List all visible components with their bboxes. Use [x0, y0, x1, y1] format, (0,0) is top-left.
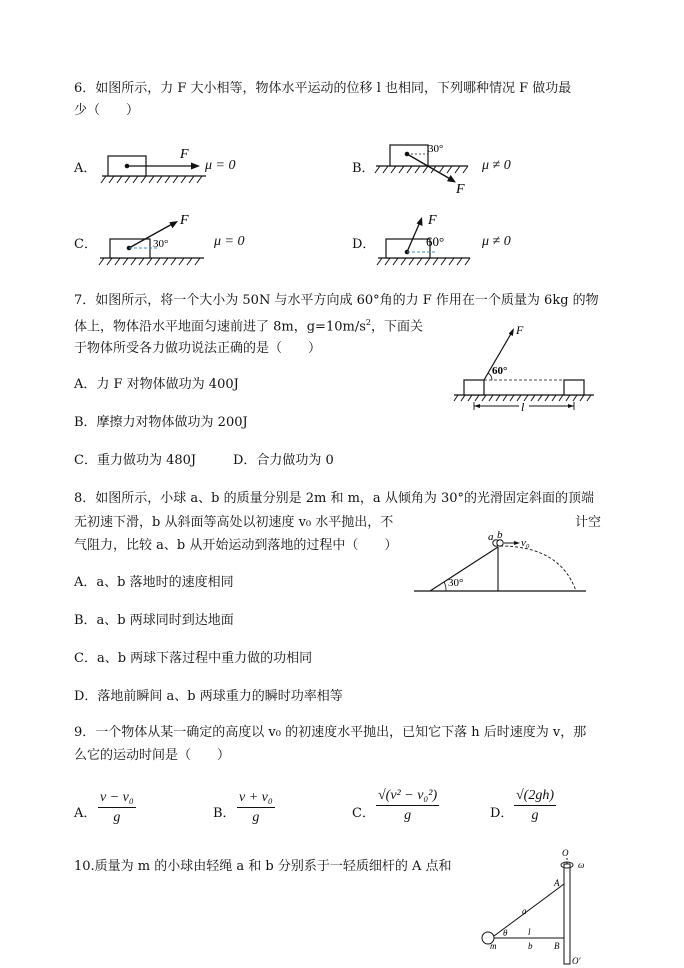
q7-option-a: A．力 F 对物体做功为 400J	[74, 377, 239, 392]
q9-option-b-fraction: $\frac{\text{v + v₀}}{g}$	[239, 790, 273, 825]
q10-figure	[470, 848, 600, 968]
q7-option-d: D．合力做功为 0	[233, 453, 334, 468]
q8-stem-line2a: 无初速下滑，b 从斜面等高处以初速度 v₀ 水平抛出，不	[74, 515, 394, 530]
q6-figure-c	[96, 212, 216, 268]
q9-option-a-label: A．	[74, 806, 97, 821]
q6-a-force-label: F	[180, 147, 189, 162]
q9-stem-line2: 么它的运动时间是（ ）	[74, 748, 231, 763]
q10-rope-a-label: a	[522, 906, 527, 916]
q10-mass-label: m	[490, 941, 497, 951]
q10-length-label: l	[528, 927, 531, 937]
q6-figure-b	[372, 138, 482, 196]
q6-stem-line1: 6．如图所示，力 F 大小相等，物体水平运动的位移 l 也相同，下列哪种情况 F 做功最	[74, 81, 572, 96]
q7-stem-line2: 体上，物体沿水平地面匀速前进了 8m，$g=10m/s^2$，下面关	[74, 318, 423, 335]
q9-option-b-label: B．	[213, 806, 236, 821]
q7-stem-line1: 7．如图所示，将一个大小为 50N 与水平方向成 60°角的力 F 作用在一个质量为 6kg 的物	[74, 293, 599, 308]
q8-figure	[410, 530, 600, 600]
q10-stem-line1: 10.质量为 m 的小球由轻绳 a 和 b 分别系于一轻质细杆的 A 点和	[74, 859, 452, 874]
q10-top-pivot-label: O	[562, 848, 569, 858]
q6-a-mu: μ = 0	[205, 158, 236, 173]
q8-stem-line2b: 计空	[575, 515, 602, 530]
q9-option-a-fraction: $\frac{\text{v − v₀}}{g}$	[100, 790, 134, 825]
q7-force-label: F	[516, 323, 524, 337]
q9-option-d-label: D．	[490, 806, 514, 821]
q6-c-mu: μ = 0	[214, 234, 245, 249]
q10-bottom-pivot-label: O′	[572, 956, 581, 966]
q10-omega-label: ω	[578, 860, 585, 870]
q8-option-b: B．a、b 两球同时到达地面	[74, 613, 234, 628]
q6-option-d-label: D．	[352, 237, 376, 252]
q6-option-a-label: A．	[74, 161, 97, 176]
q10-point-a-label: A	[554, 878, 560, 888]
q6-b-angle-label: 30°	[428, 143, 444, 155]
q8-option-c: C．a、b 两球下落过程中重力做的功相同	[74, 651, 313, 666]
q6-d-force-label: F	[428, 213, 437, 228]
q7-stem-line3: 于物体所受各力做功说法正确的是（ ）	[74, 341, 322, 356]
q10-rope-b-label: b	[528, 941, 533, 951]
q8-ball-a-label: a	[488, 531, 494, 543]
q6-b-force-label: F	[456, 182, 465, 197]
q8-stem-line3: 气阻力，比较 a、b 从开始运动到落地的过程中（ ）	[74, 538, 398, 553]
q9-stem-line1: 9．一个物体从某一确定的高度以 v₀ 的初速度水平抛出，已知它下落 h 后时速度为 v，那	[74, 725, 587, 740]
q6-c-angle-label: 30°	[153, 238, 169, 250]
q7-figure	[450, 322, 600, 414]
q6-c-force-label: F	[180, 213, 189, 228]
q6-option-b-label: B．	[352, 161, 375, 176]
q8-option-a: A．a、b 落地时的速度相同	[74, 575, 234, 590]
q10-point-b-label: B	[554, 941, 560, 951]
q8-stem-line1: 8．如图所示，小球 a、b 的质量分别是 2m 和 m，a 从倾角为 30°的光滑固定斜面的顶端	[74, 491, 594, 506]
q7-option-c: C．重力做功为 480J	[74, 453, 197, 468]
q9-option-c-label: C．	[352, 806, 375, 821]
q7-angle-label: 60°	[492, 365, 508, 377]
q8-velocity-label: v₀	[521, 537, 530, 549]
q6-option-c-label: C．	[74, 237, 97, 252]
q8-angle-label: 30°	[448, 577, 464, 589]
q7-option-b: B．摩擦力对物体做功为 200J	[74, 415, 248, 430]
q8-ball-b-label: b	[497, 529, 503, 541]
q6-stem-line2: 少（ ）	[74, 103, 140, 118]
q6-b-mu: μ ≠ 0	[482, 158, 511, 173]
q9-option-d-fraction: $\frac{√(2gh)}{g}$	[516, 788, 555, 823]
q7-displacement-label: l	[521, 400, 525, 414]
q6-d-angle-label: 60°	[426, 234, 445, 249]
q6-d-mu: μ ≠ 0	[482, 234, 511, 249]
q8-option-d: D．落地前瞬间 a、b 两球重力的瞬时功率相等	[74, 689, 343, 704]
q10-theta-label: θ	[503, 928, 508, 938]
q9-option-c-fraction: $\frac{\text{√(v² − v₀²)}}{g}$	[378, 788, 438, 823]
q6-figure-d	[374, 210, 484, 272]
